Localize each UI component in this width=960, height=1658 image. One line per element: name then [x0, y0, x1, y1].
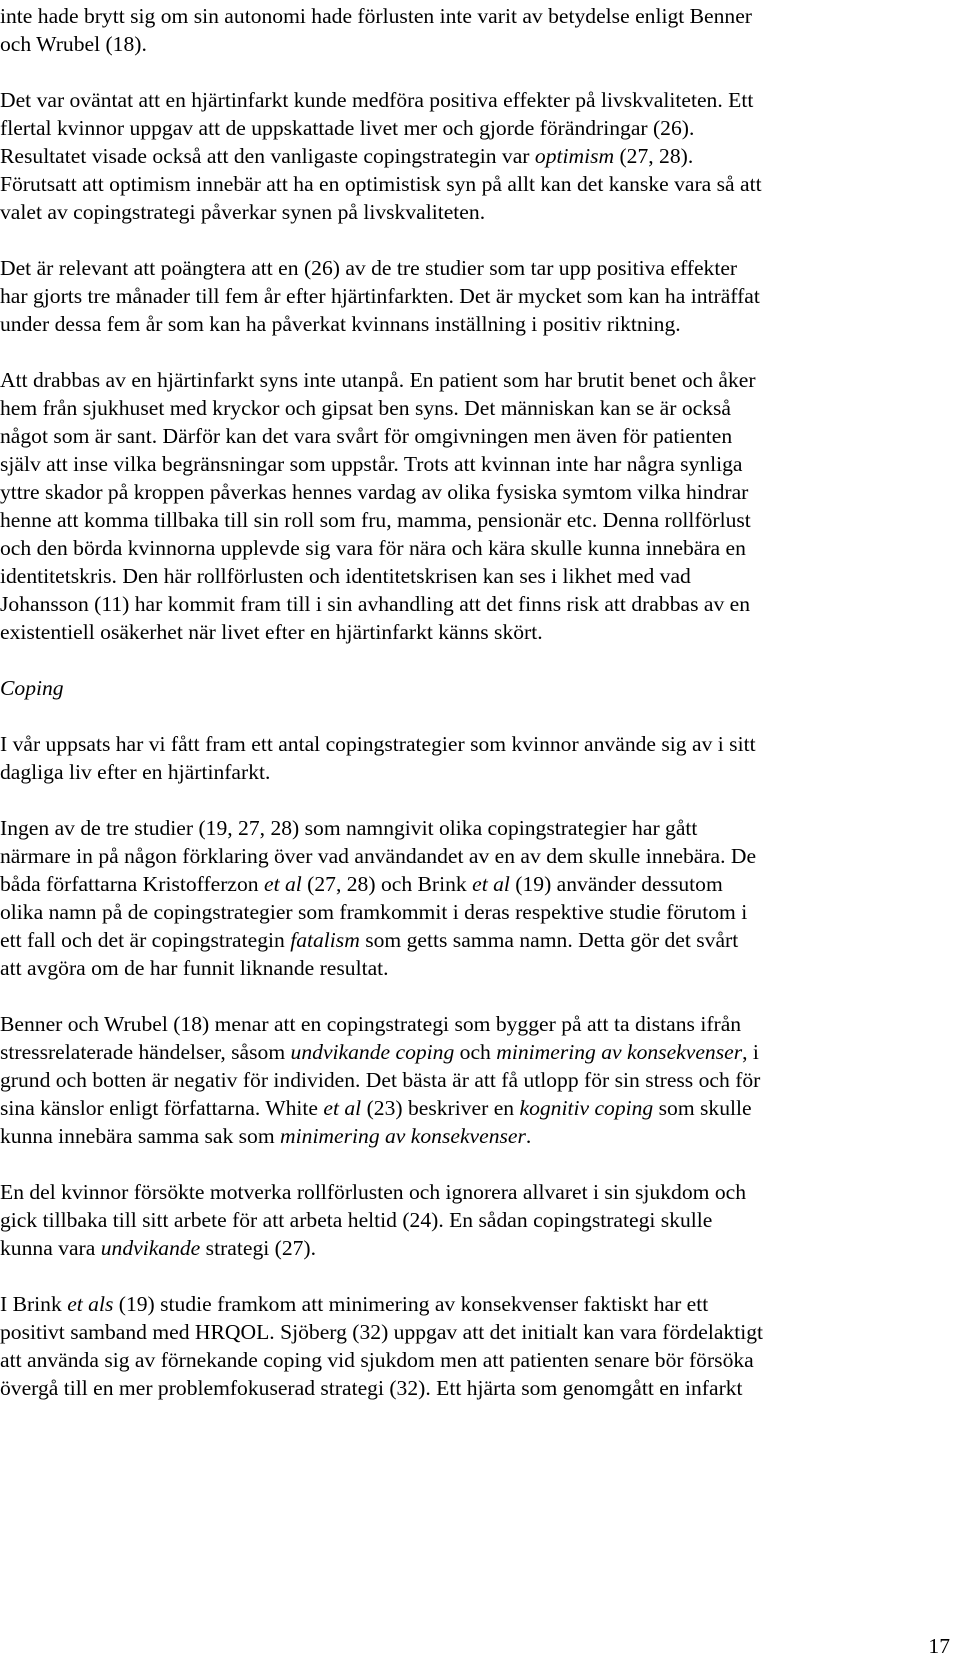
- text-run: Det var oväntat att en hjärtinfarkt kunde medföra positiva effekter på livskvaliteten. Ett: [0, 88, 754, 112]
- text-line: [0, 198, 485, 226]
- text-run: Resultatet visade också att den vanligaste copingstrategin var: [0, 144, 535, 168]
- text-line: [0, 1094, 752, 1122]
- text-run: något som är sant. Därför kan det vara svårt för omgivningen men även för patienten: [0, 424, 733, 448]
- italic-text: Coping: [0, 676, 64, 700]
- text-line: [0, 842, 756, 870]
- italic-text: kognitiv coping: [519, 1096, 654, 1120]
- text-run: dagliga liv efter en hjärtinfarkt.: [0, 760, 271, 784]
- text-run: (23) beskriver en: [361, 1096, 520, 1120]
- text-line: [0, 1318, 763, 1346]
- text-line: [0, 2, 752, 30]
- text-run: positivt samband med HRQOL. Sjöberg (32) uppgav att det initialt kan vara fördelaktigt: [0, 1320, 764, 1344]
- page-number: 17: [928, 1634, 950, 1658]
- text-run: valet av copingstrategi påverkar synen på livskvaliteten.: [0, 200, 486, 224]
- text-line: [0, 758, 270, 786]
- italic-text: fatalism: [290, 928, 360, 952]
- text-run: Ingen av de tre studier (19, 27, 28) som namngivit olika copingstrategier har gått: [0, 816, 698, 840]
- text-run: stressrelaterade händelser, såsom: [0, 1040, 291, 1064]
- text-line: [0, 1234, 316, 1262]
- text-line: [0, 142, 693, 170]
- text-line: [0, 450, 742, 478]
- text-line: [0, 506, 751, 534]
- text-line: [0, 590, 750, 618]
- text-line: [0, 954, 389, 982]
- text-line: [0, 310, 681, 338]
- text-run: Det är relevant att poängtera att en (26) av de tre studier som tar upp positiva effekter: [0, 256, 738, 280]
- text-run: gick tillbaka till sitt arbete för att arbeta heltid (24). En sådan copingstrategi skulle: [0, 1208, 713, 1232]
- text-line: [0, 422, 732, 450]
- text-line: [0, 1122, 531, 1150]
- text-line: [0, 618, 543, 646]
- text-line: [0, 254, 737, 282]
- text-run: att använda sig av förnekande coping vid sjukdom men att patienten senare bör försöka: [0, 1348, 754, 1372]
- italic-text: undvikande: [100, 1236, 201, 1260]
- text-line: [0, 1038, 759, 1066]
- italic-text: et al: [323, 1096, 362, 1120]
- text-run: Johansson (11) har kommit fram till i sin avhandling att det finns risk att drabbas av en: [0, 592, 751, 616]
- text-run: (27, 28) och Brink: [301, 872, 473, 896]
- text-line: [0, 534, 746, 562]
- text-run: (19) använder dessutom: [509, 872, 723, 896]
- text-line: [0, 366, 756, 394]
- text-run: och Wrubel (18).: [0, 32, 147, 56]
- text-line: [0, 898, 747, 926]
- text-run: har gjorts tre månader till fem år efter hjärtinfarkten. Det är mycket som kan ha inträffat: [0, 284, 760, 308]
- text-line: [0, 394, 731, 422]
- section-heading-coping: [0, 674, 64, 702]
- text-run: under dessa fem år som kan ha påverkat kvinnans inställning i positiv riktning.: [0, 312, 681, 336]
- text-run: existentiell osäkerhet när livet efter en hjärtinfarkt känns skört.: [0, 620, 543, 644]
- italic-text: undvikande coping: [290, 1040, 455, 1064]
- italic-text: et al: [472, 872, 510, 896]
- text-line: [0, 870, 723, 898]
- text-run: som skulle: [653, 1096, 752, 1120]
- text-run: , i: [742, 1040, 759, 1064]
- italic-text: minimering av konsekvenser: [496, 1040, 743, 1064]
- text-line: [0, 1374, 743, 1402]
- text-line: [0, 478, 748, 506]
- text-line: [0, 282, 760, 310]
- text-line: [0, 1290, 708, 1318]
- text-line: [0, 926, 738, 954]
- text-run: övergå till en mer problemfokuserad strategi (32). Ett hjärta som genomgått en infarkt: [0, 1376, 743, 1400]
- text-run: olika namn på de copingstrategier som framkommit i deras respektive studie förutom i: [0, 900, 748, 924]
- text-run: båda författarna Kristofferzon: [0, 872, 264, 896]
- text-run: kunna vara: [0, 1236, 101, 1260]
- text-line: [0, 1066, 760, 1094]
- text-run: grund och botten är negativ för individen. Det bästa är att få utlopp för sin stress och för: [0, 1068, 761, 1092]
- text-run: Benner och Wrubel (18) menar att en copingstrategi som bygger på att ta distans ifrån: [0, 1012, 742, 1036]
- text-run: strategi (27).: [200, 1236, 317, 1260]
- text-run: ett fall och det är copingstrategin: [0, 928, 291, 952]
- text-run: närmare in på någon förklaring över vad användandet av en av dem skulle innebära. De: [0, 844, 757, 868]
- text-run: att avgöra om de har funnit liknande resultat.: [0, 956, 389, 980]
- text-run: som getts samma namn. Detta gör det svårt: [359, 928, 739, 952]
- text-line: [0, 114, 694, 142]
- text-line: [0, 730, 756, 758]
- text-run: identitetskris. Den här rollförlusten och identitetskrisen kan ses i likhet med vad: [0, 564, 691, 588]
- italic-text: optimism: [534, 144, 615, 168]
- text-run: I Brink: [0, 1292, 68, 1316]
- text-run: sina känslor enligt författarna. White: [0, 1096, 324, 1120]
- text-run: flertal kvinnor uppgav att de uppskattade livet mer och gjorde förändringar (26).: [0, 116, 695, 140]
- text-run: Att drabbas av en hjärtinfarkt syns inte utanpå. En patient som har brutit benet och åker: [0, 368, 756, 392]
- text-run: själv att inse vilka begränsningar som uppstår. Trots att kvinnan inte har några synliga: [0, 452, 743, 476]
- text-line: [0, 1206, 712, 1234]
- text-run: (27, 28).: [614, 144, 694, 168]
- text-line: [0, 30, 147, 58]
- text-run: I vår uppsats har vi fått fram ett antal copingstrategier som kvinnor använde sig av i sitt: [0, 732, 756, 756]
- text-run: En del kvinnor försökte motverka rollförlusten och ignorera allvaret i sin sjukdom och: [0, 1180, 746, 1204]
- text-run: henne att komma tillbaka till sin roll som fru, mamma, pensionär etc. Denna rollförlust: [0, 508, 751, 532]
- italic-text: et als: [67, 1292, 114, 1316]
- italic-text: minimering av konsekvenser: [280, 1124, 526, 1148]
- text-line: [0, 1346, 754, 1374]
- text-line: [0, 170, 762, 198]
- text-line: [0, 1178, 746, 1206]
- text-run: .: [525, 1124, 532, 1148]
- text-line: [0, 814, 697, 842]
- text-line: [0, 86, 753, 114]
- text-run: kunna innebära samma sak som: [0, 1124, 281, 1148]
- text-line: [0, 1010, 741, 1038]
- text-run: (19) studie framkom att minimering av konsekvenser faktiskt har ett: [113, 1292, 709, 1316]
- text-run: hem från sjukhuset med kryckor och gipsat ben syns. Det människan kan se är också: [0, 396, 732, 420]
- text-run: yttre skador på kroppen påverkas hennes vardag av olika fysiska symtom vilka hindrar: [0, 480, 749, 504]
- text-run: inte hade brytt sig om sin autonomi hade förlusten inte varit av betydelse enligt Benner: [0, 4, 752, 28]
- text-run: och: [454, 1040, 497, 1064]
- italic-text: et al: [264, 872, 302, 896]
- text-run: och den börda kvinnorna upplevde sig vara för nära och kära skulle kunna innebära en: [0, 536, 746, 560]
- text-run: Förutsatt att optimism innebär att ha en optimistisk syn på allt kan det kanske vara så att: [0, 172, 762, 196]
- text-line: [0, 562, 691, 590]
